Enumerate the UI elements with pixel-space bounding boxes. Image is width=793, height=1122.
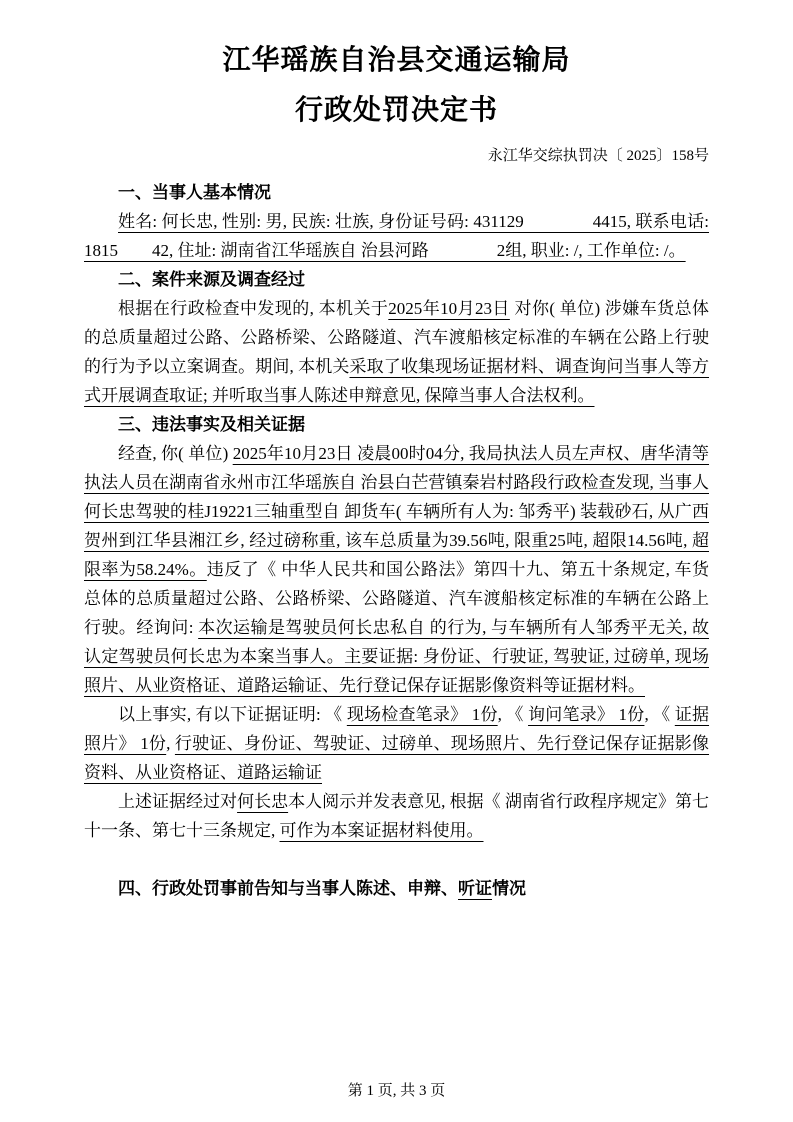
underlined-text: 证据照片》 1份	[84, 705, 710, 753]
plain-text: ,	[166, 734, 175, 753]
underlined-text: 何长忠	[237, 792, 289, 811]
underlined-text: 行驶证、身份证、驾驶证、过磅单、现场照片、先行登记保存证据影像资料、从业资格证、道路运输证	[84, 734, 710, 782]
underlined-text: 2025年10月23日	[388, 299, 510, 318]
plain-text: 上述证据经过对	[118, 792, 238, 811]
underlined-text: 姓名: 何长忠, 性别: 男, 民族: 壮族, 身份证号码: 431129 4415, 联系电话: 1815 42, 住址: 湖南省江华瑶族自 治县河路 2组, 职业: /, 工作单位: /。	[84, 212, 709, 260]
underlined-text: 听证	[458, 879, 492, 898]
underlined-text: 2025年10月23日 凌晨00时04分, 我局执法人员左声权、唐华清等执法人员在湖南省永州市江华瑶族自 治县白芒营镇秦岩村路段行政检查发现, 当事人何长忠驾驶的桂J19221三轴重型自 卸货车( 车辆所有人为: 邹秀平) 装载砂石, 从广西贺州到江华县湘江乡, 经过磅称重, 该车总质量为39.56吨, 限重25吨, 超限14.56吨, 超限率为58.24%。	[84, 444, 710, 579]
paragraph	[84, 294, 709, 410]
underlined-text: 本次运输是驾驶员何长忠私自 的行为, 与车辆所有人邹秀平无关, 故认定驾驶员何长忠为本案当事人。主要证据: 身份证、行驶证, 驾驶证, 过磅单, 现场照片、从业资格证、道路运输证、先行登记保存证据影像资料等证据材料。	[84, 618, 709, 695]
document-title-line2: 行政处罚决定书	[294, 95, 498, 126]
plain-text: 根据在行政检查中发现的, 本机关于	[118, 299, 389, 318]
section-heading	[84, 265, 709, 294]
section-heading	[84, 410, 709, 439]
plain-text: 经查, 你( 单位)	[118, 444, 233, 463]
plain-text: , 《	[497, 705, 529, 724]
plain-text: 一、当事人基本情况	[118, 183, 271, 202]
section-heading	[84, 874, 709, 903]
plain-text: 违反了《 中华人民共和国公路法》第四十九、第五十条规定, 车货总体的总质量超过公路、公路桥梁、公路隧道、汽车渡船核定标准的车辆在公路上行驶。经询问:	[84, 560, 709, 637]
plain-text: 对你( 单位) 涉嫌车货总体的总质量超过公路、公路桥梁、公路隧道、汽车渡船核定标准的车辆在公路上行驶的行为予以立案调查。期间, 本机关	[84, 299, 710, 376]
section-heading	[84, 178, 709, 207]
plain-text: 情况	[492, 879, 526, 898]
paragraph	[84, 439, 709, 700]
plain-text: 本人阅示并发表意见, 根据《 湖南省行政程序规定》第七十一条、第七十三条规定,	[84, 792, 710, 840]
document-title-line1: 江华瑶族自治县交通运输局	[222, 45, 571, 76]
underlined-text: 采取了收集现场证据材料、调查询问当事人等方式开展调查取证; 并听取当事人陈述申辩意见, 保障当事人合法权利。	[84, 357, 709, 405]
paragraph	[84, 700, 709, 787]
plain-text: , 《	[644, 705, 675, 724]
underlined-text: 可作为本案证据材料使用。	[279, 821, 484, 840]
plain-text: 以上事实, 有以下证据证明: 《	[118, 705, 347, 724]
paragraph	[84, 787, 709, 845]
paragraph	[84, 207, 709, 265]
document-body	[84, 178, 709, 903]
underlined-text: 询问笔录》 1份	[528, 705, 645, 724]
plain-text: 二、案件来源及调查经过	[118, 270, 305, 289]
document-number: 永江华交综执罚决〔 2025〕158号	[487, 148, 709, 164]
underlined-text: 现场检查笔录》 1份	[346, 705, 498, 724]
plain-text: 三、违法事实及相关证据	[118, 415, 305, 434]
plain-text: 四、行政处罚事前告知与当事人陈述、申辩、	[118, 879, 458, 898]
page-footer: 第 1 页, 共 3 页	[347, 1083, 446, 1099]
